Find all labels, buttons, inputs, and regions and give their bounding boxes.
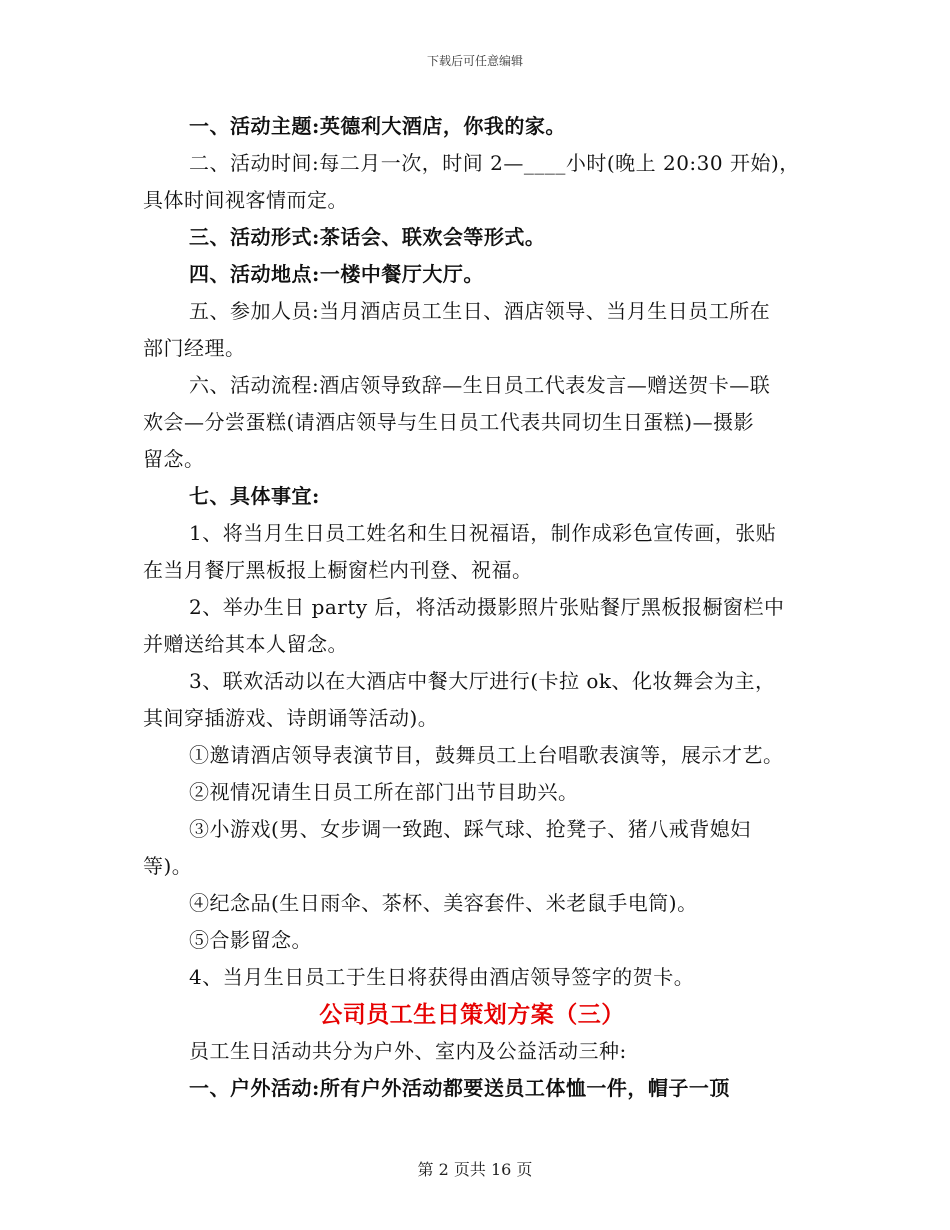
paragraph-line: 1、将当月生日员工姓名和生日祝福语，制作成彩色宣传画，张贴 — [189, 521, 777, 545]
paragraph-line: 一、户外活动:所有户外活动都要送员工体恤一件，帽子一顶 — [189, 1076, 730, 1100]
paragraph-line: 六、活动流程:酒店领导致辞—生日员工代表发言—赠送贺卡—联 — [189, 373, 771, 397]
paragraph-line: 员工生日活动共分为户外、室内及公益活动三种: — [189, 1039, 627, 1063]
page-footer: 第 2 页共 16 页 — [417, 1160, 533, 1179]
paragraph-line: 2、举办生日 party 后，将活动摄影照片张贴餐厅黑板报橱窗栏中 — [189, 595, 785, 619]
paragraph-line: ③小游戏(男、女步调一致跑、踩气球、抢凳子、猪八戒背媳妇 — [189, 817, 751, 841]
paragraph-line: ②视情况请生日员工所在部门出节目助兴。 — [189, 780, 579, 804]
document-body — [143, 108, 813, 1107]
page-header: 下载后可任意编辑 — [426, 54, 523, 68]
paragraph-line: 五、参加人员:当月酒店员工生日、酒店领导、当月生日员工所在 — [189, 299, 771, 323]
section-title: 公司员工生日策划方案（三） — [319, 1001, 625, 1028]
paragraph-line: ④纪念品(生日雨伞、茶杯、美容套件、米老鼠手电筒)。 — [189, 891, 698, 915]
paragraph-line: 部门经理。 — [143, 336, 246, 360]
paragraph-line: 3、联欢活动以在大酒店中餐大厅进行(卡拉 ok、化妆舞会为主， — [189, 669, 776, 693]
paragraph-line: 四、活动地点:一楼中餐厅大厅。 — [189, 262, 484, 286]
paragraph-line: ⑤合影留念。 — [189, 928, 312, 952]
paragraph-line: 二、活动时间:每二月一次，时间 2—____小时(晚上 20:30 开始)， — [189, 151, 800, 175]
paragraph-line: 并赠送给其本人留念。 — [143, 632, 348, 656]
paragraph-line: ①邀请酒店领导表演节目，鼓舞员工上台唱歌表演等，展示才艺。 — [189, 743, 784, 767]
paragraph-line: 三、活动形式:茶话会、联欢会等形式。 — [189, 225, 546, 249]
paragraph-line: 七、具体事宜: — [189, 484, 320, 508]
paragraph-line: 具体时间视客情而定。 — [143, 188, 348, 212]
paragraph-line: 欢会—分尝蛋糕(请酒店领导与生日员工代表共同切生日蛋糕)—摄影 — [143, 410, 755, 434]
paragraph-line: 一、活动主题:英德利大酒店，你我的家。 — [189, 114, 566, 138]
paragraph-line: 4、当月生日员工于生日将获得由酒店领导签字的贺卡。 — [189, 965, 695, 989]
paragraph-line: 在当月餐厅黑板报上橱窗栏内刊登、祝福。 — [143, 558, 533, 582]
paragraph-line: 等)。 — [143, 854, 193, 878]
paragraph-line: 其间穿插游戏、诗朗诵等活动)。 — [143, 706, 439, 730]
paragraph-line: 留念。 — [143, 447, 205, 471]
